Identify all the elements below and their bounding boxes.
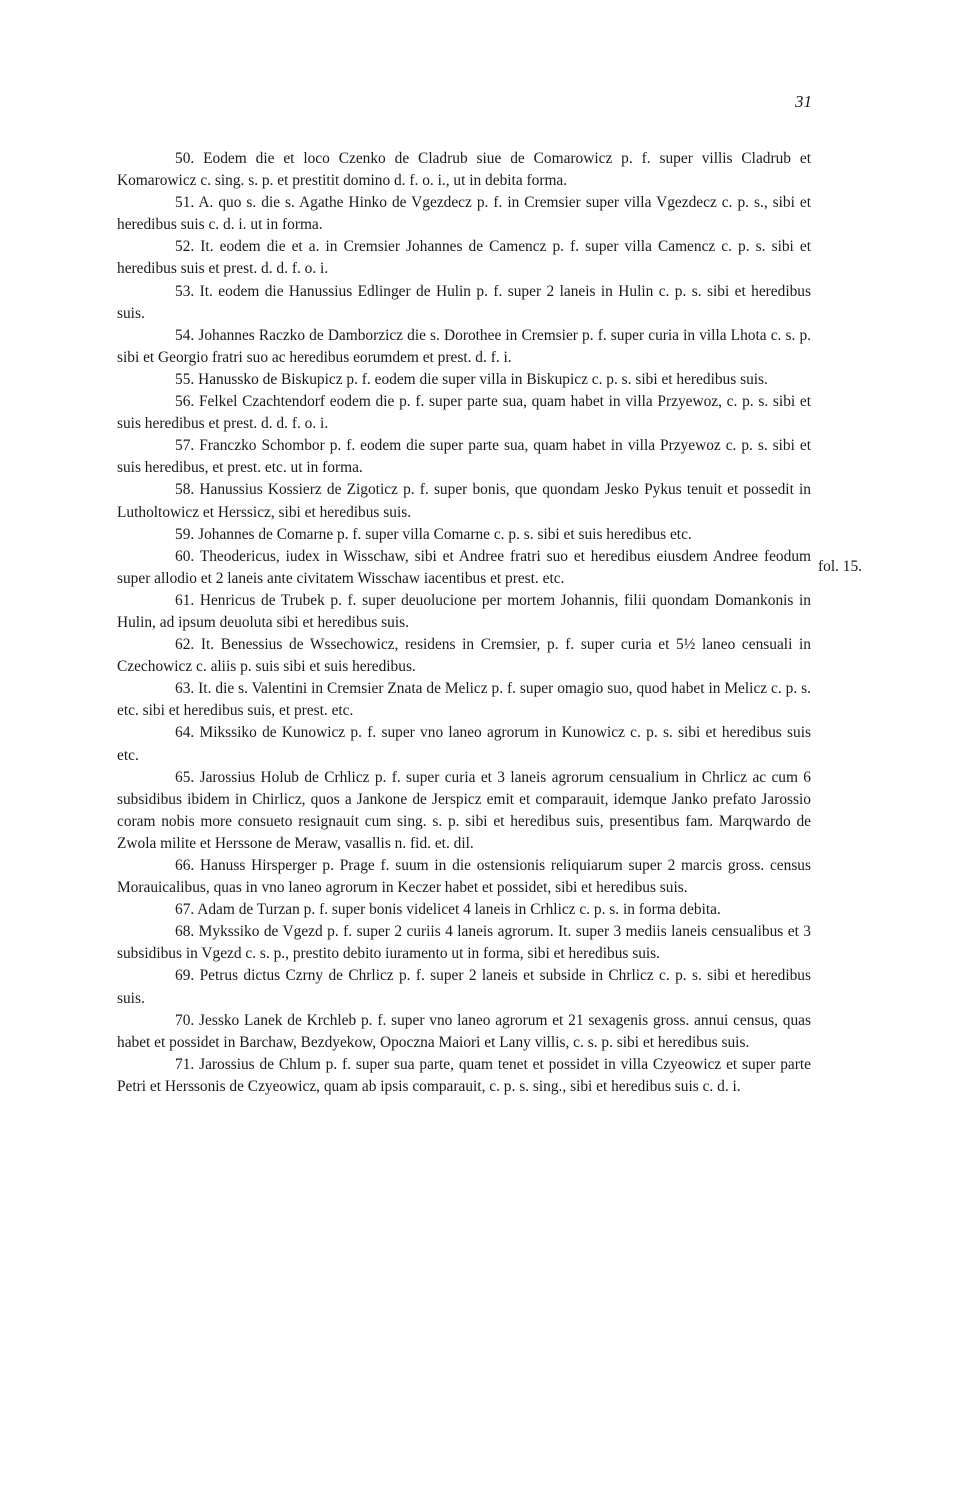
entry-68: 68. Mykssiko de Vgezd p. f. super 2 curiis 4 laneis agrorum. It. super 3 mediis laneis censualibus et 3 subsidibus in Vgezd c. s. p., prestito debito iuramento ut in forma, sibi et heredibus suis.	[117, 923, 811, 963]
entry-65: 65. Jarossius Holub de Crhlicz p. f. super curia et 3 laneis agrorum censualium in Chrlicz ac cum 6 subsidibus ibidem in Chirlicz, quos a Jankone de Jerspicz emit et comparauit, idemque Janko prefato Jarossio coram nobis more consueto resignauit cum sing. s. p. sibi et heredibus suis, presentibus fam. Marqwardo de Zwola milite et Herssone de Meraw, vasallis n. fid. et. dil.	[117, 768, 811, 852]
entry-60: 60. Theodericus, iudex in Wisschaw, sibi et Andree fratri suo et heredibus eiusdem Andree feodum super allodio et 2 laneis ante civitatem Wisschaw iacentibus et prest. etc.	[117, 547, 811, 587]
entry-51: 51. A. quo s. die s. Agathe Hinko de Vgezdecz p. f. in Cremsier super villa Vgezdecz c. p. s., sibi et heredibus suis c. d. i. ut in forma.	[117, 194, 811, 234]
entry-59: 59. Johannes de Comarne p. f. super villa Comarne c. p. s. sibi et suis heredibus etc.	[175, 525, 692, 543]
entry-61: 61. Henricus de Trubek p. f. super deuolucione per mortem Johannis, filii quondam Domankonis in Hulin, ad ipsum deuoluta sibi et heredibus suis.	[117, 591, 811, 631]
entry-64: 64. Mikssiko de Kunowicz p. f. super vno laneo agrorum in Kunowicz c. p. s. sibi et heredibus suis etc.	[117, 724, 811, 764]
entry-62: 62. It. Benessius de Wssechowicz, residens in Cremsier, p. f. super curia et 5½ laneo censuali in Czechowicz c. aliis p. suis sibi et suis heredibus.	[117, 636, 811, 676]
entry-55: 55. Hanussko de Biskupicz p. f. eodem die super villa in Biskupicz c. p. s. sibi et heredibus suis.	[175, 370, 768, 388]
entry-53: 53. It. eodem die Hanussius Edlinger de Hulin p. f. super 2 laneis in Hulin c. p. s. sibi et heredibus suis.	[117, 282, 811, 322]
page-number: 31	[795, 92, 812, 111]
entry-50: 50. Eodem die et loco Czenko de Cladrub siue de Comarowicz p. f. super villis Cladrub et Komarowicz c. sing. s. p. et prestitit domino d. f. o. i., ut in debita forma.	[117, 150, 811, 190]
text-body	[117, 148, 811, 1098]
entry-54: 54. Johannes Raczko de Damborzicz die s. Dorothee in Cremsier p. f. super curia in villa Lhota c. s. p. sibi et Georgio fratri suo ac heredibus eorumdem et prest. d. f. i.	[117, 326, 811, 366]
entry-67: 67. Adam de Turzan p. f. super bonis videlicet 4 laneis in Crhlicz c. p. s. in forma debita.	[175, 901, 721, 919]
entry-58: 58. Hanussius Kossierz de Zigoticz p. f. super bonis, que quondam Jesko Pykus tenuit et possedit in Lutholtowicz et Herssicz, sibi et heredibus suis.	[117, 481, 811, 521]
margin-note: fol. 15.	[818, 558, 863, 575]
entry-56: 56. Felkel Czachtendorf eodem die p. f. super parte sua, quam habet in villa Przyewoz, c. p. s. sibi et suis heredibus et prest. d. d. f. o. i.	[117, 393, 811, 433]
entry-63: 63. It. die s. Valentini in Cremsier Znata de Melicz p. f. super omagio suo, quod habet in Melicz c. p. s. etc. sibi et heredibus suis, et prest. etc.	[117, 680, 811, 720]
entry-52: 52. It. eodem die et a. in Cremsier Johannes de Camencz p. f. super villa Camencz c. p. s. sibi et heredibus suis et prest. d. d. f. o. i.	[117, 238, 811, 278]
entry-69: 69. Petrus dictus Czrny de Chrlicz p. f. super 2 laneis et subside in Chrlicz c. p. s. sibi et heredibus suis.	[117, 967, 811, 1007]
entry-71: 71. Jarossius de Chlum p. f. super sua parte, quam tenet et possidet in villa Czyeowicz et super parte Petri et Herssonis de Czyeowicz, quam ab ipsis comparauit, c. p. s. sing., sibi et heredibus suis c. d. i.	[117, 1055, 811, 1095]
entry-70: 70. Jessko Lanek de Krchleb p. f. super vno laneo agrorum et 21 sexagenis gross. annui census, quas habet et possidet in Barchaw, Bezdyekow, Opoczna Maiori et Lany villis, c. s. p. sibi et heredibus suis.	[117, 1011, 811, 1051]
entry-57: 57. Franczko Schombor p. f. eodem die super parte sua, quam habet in villa Przyewoz c. p. s. sibi et suis heredibus, et prest. etc. ut in forma.	[117, 437, 811, 477]
entry-66: 66. Hanuss Hirsperger p. Prage f. suum in die ostensionis reliquiarum super 2 marcis gross. census Morauicalibus, quas in vno laneo agrorum in Keczer habet et possidet, sibi et heredibus suis.	[117, 857, 811, 897]
